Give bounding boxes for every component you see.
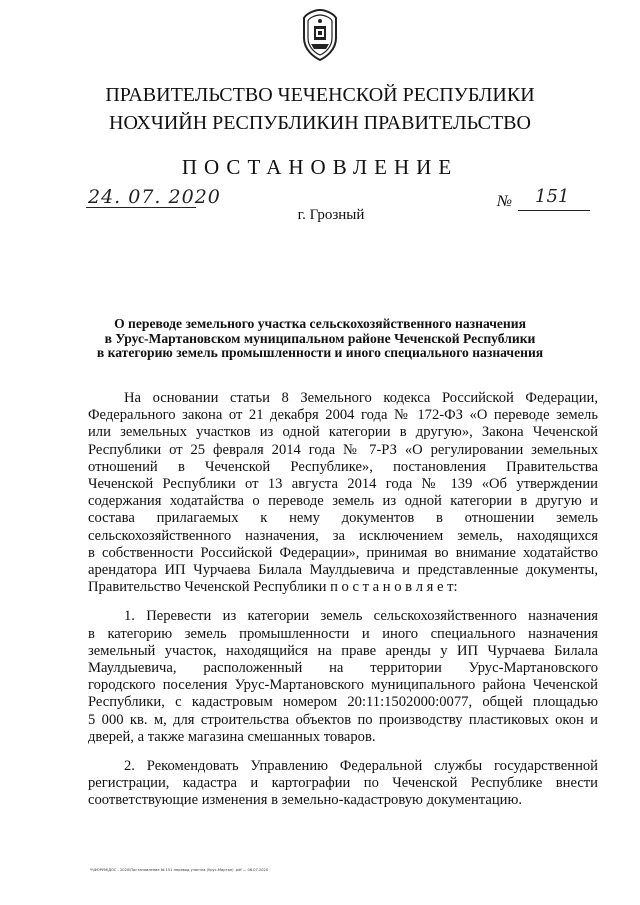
government-name-ru: ПРАВИТЕЛЬСТВО ЧЕЧЕНСКОЙ РЕСПУБЛИКИ [105,84,535,106]
footer-file-reference: Ч\ФОРУМ\ДОС - 2020\Постановление № 151 перевод участка (Урус-Мартан) .pdf — 06.07.2020 [90,868,269,872]
document-title [60,317,580,361]
paragraph-line: 5 000 кв. м, для строительства объектов по производству пластиковых окон и [88,711,598,728]
coat-of-arms-icon [300,8,340,62]
paragraph-line: Федерального закона от 21 декабря 2004 года № 172-ФЗ «О переводе земель [88,407,598,424]
city: г. Грозный [297,207,365,223]
paragraph-line: Республики от 25 февраля 2014 года № 7-РЗ «О регулировании земельных [88,441,598,458]
paragraph-line: дверей, а также магазина смешанных товаров. [88,728,376,745]
paragraph-line: Республики, с кадастровым номером 20:11:1502000:0077, общей площадью [88,694,598,711]
paragraph-line: арендатора ИП Чурчаева Билала Маулдыевича и представленные документы, [88,562,598,579]
paragraph-line: состава прилагаемых к нему документов в отношении земель [88,510,598,527]
paragraph-line: 1. Перевести из категории земель сельскохозяйственного назначения [124,608,598,625]
paragraph-line: содержания ходатайства о переводе земель из одной категории в другую и [88,493,598,510]
paragraph-line: соответствующие изменения в земельно-кадастровую документацию. [88,792,523,809]
document-number: 151 [535,186,570,207]
document-body [88,390,598,810]
paragraph-line: Маулдыевича, расположенный на территории Урус-Мартановского [88,660,598,677]
document-type: ПОСТАНОВЛЕНИЕ [181,155,459,179]
document-date: 24. 07. 2020 [88,186,221,208]
paragraph-preamble [88,390,598,596]
paragraph-line: сельскохозяйственного назначения, за исключением земель, находящихся [88,527,598,544]
paragraph-line: Чеченской Республики от 13 августа 2014 года № 139 «Об утверждении [88,476,598,493]
paragraph-line: Правительство Чеченской Республики п о с т а н о в л я е т: [88,579,458,596]
paragraph-line: в собственности Российской Федерации», принимая во внимание ходатайство [88,544,598,561]
government-name-ce: НОХЧИЙН РЕСПУБЛИКИН ПРАВИТЕЛЬСТВО [109,112,531,134]
paragraph-line: или земельных участков из одной категории в другую», Закона Чеченской [88,424,598,441]
paragraph-line: регистрации, кадастра и картографии по Чеченской Республике внести [88,775,598,792]
paragraph-line: 2. Рекомендовать Управлению Федеральной службы государственной [124,758,598,775]
title-line: О переводе земельного участка сельскохозяйственного назначения [114,316,526,331]
paragraph-item-2 [88,758,598,810]
paragraph-item-1 [88,608,598,746]
title-line: в Урус-Мартановском муниципальном районе Чеченской Республики [104,330,536,346]
number-prefix: № [497,193,513,210]
paragraph-line: На основании статьи 8 Земельного кодекса Российской Федерации, [124,390,598,406]
paragraph-line: городского поселения Урус-Мартановского муниципального района Чеченской [88,677,598,694]
paragraph-line: земельный участок, находящийся на праве аренды у ИП Чурчаева Билала [88,642,598,659]
paragraph-line: в категорию земель промышленности и иного специального назначения [88,625,598,642]
title-line: в категорию земель промышленности и иного специального назначения [96,345,544,360]
paragraph-line: отношений в Чеченской Республике», постановления Правительства [88,458,598,475]
